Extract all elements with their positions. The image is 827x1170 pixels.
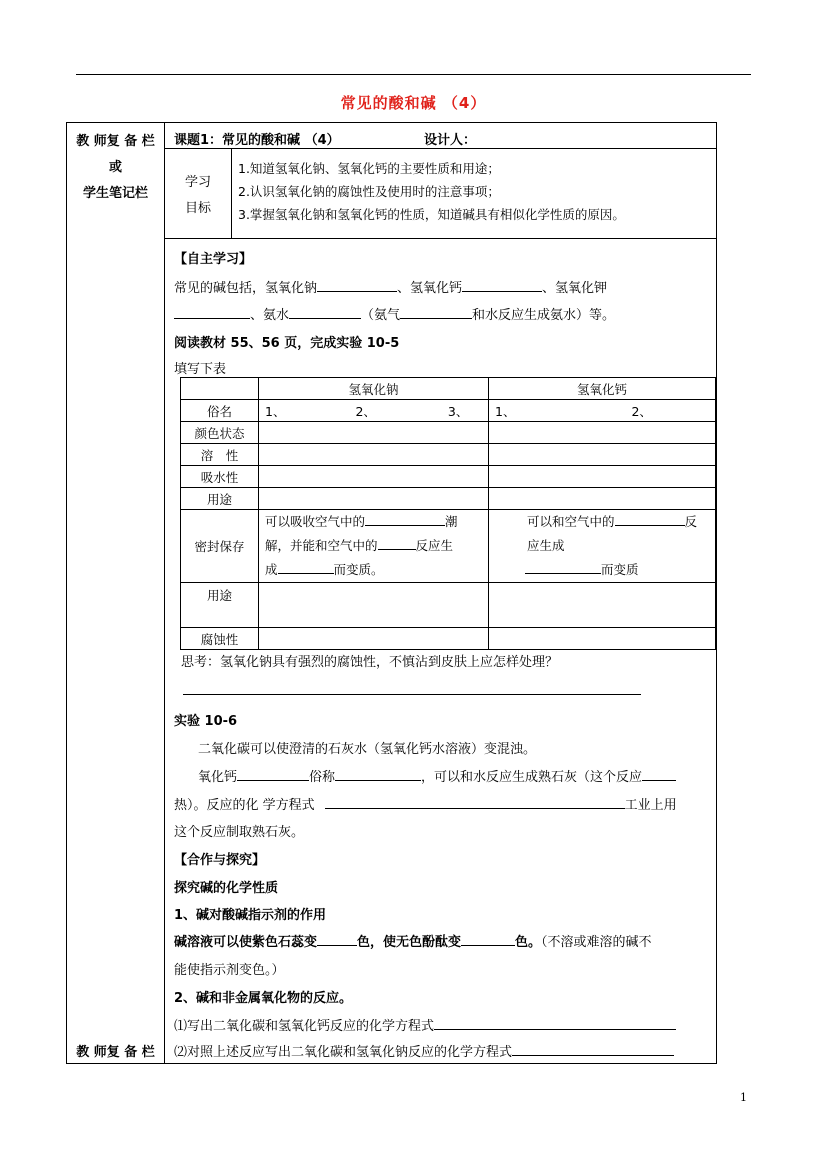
row-label: 用途 — [181, 583, 259, 628]
experiment-line-3: 热）。反应的化 学方程式 工业上用 — [174, 798, 677, 813]
table-cell — [259, 583, 489, 628]
blank — [462, 279, 542, 292]
experiment-heading: 实验 10-6 — [174, 714, 238, 729]
blank — [317, 933, 357, 946]
question-2: ⑵对照上述反应写出二氧化碳和氢氧化钠反应的化学方程式 — [174, 1041, 674, 1060]
table-cell: 1、 2、 — [489, 400, 716, 422]
table-cell — [259, 488, 489, 510]
table-cell: 1、 2、 3、 — [259, 400, 489, 422]
table-cell: 可以吸收空气中的 潮 解，并能和空气中的 反应生 成 而变质。 — [259, 510, 489, 583]
lesson-content — [165, 123, 716, 1063]
notes-column-footer: 教 师复 备 栏 — [76, 1045, 155, 1060]
blank — [434, 1017, 676, 1030]
experiment-line-2: 氧化钙 俗称 ，可以和水反应生成熟石灰（这个反应 — [198, 766, 676, 785]
table-row — [181, 628, 716, 650]
table-row — [181, 422, 716, 444]
goals-list — [238, 157, 716, 226]
section-2-heading: 2、碱和非金属氧化物的反应。 — [174, 991, 353, 1006]
blank — [461, 933, 515, 946]
table-row — [181, 466, 716, 488]
topic-row — [165, 123, 716, 149]
table-row — [181, 488, 716, 510]
table-header-cell: 氢氧化钠 — [259, 378, 489, 400]
topic-label: 课题1：常见的酸和碱 （4） — [174, 133, 340, 148]
properties-table — [180, 377, 716, 650]
self-study-line-1: 常见的碱包括，氢氧化钠 、氢氧化钙 、氢氧化钾 — [174, 281, 608, 296]
table-row — [181, 583, 716, 628]
table-cell — [259, 422, 489, 444]
section-1-line-2: 能使指示剂变色。） — [174, 963, 285, 978]
table-header-cell: 氢氧化钙 — [489, 378, 716, 400]
row-label: 用途 — [181, 488, 259, 510]
blank — [278, 561, 334, 574]
blank — [642, 768, 676, 781]
blank — [335, 768, 421, 781]
table-row — [181, 400, 716, 422]
designer-label: 设计人： — [424, 133, 477, 148]
page-number: 1 — [740, 1091, 747, 1104]
row-label: 腐蚀性 — [181, 628, 259, 650]
question-1: ⑴写出二氧化碳和氢氧化钙反应的化学方程式 — [174, 1015, 676, 1034]
self-study-heading: 【自主学习】 — [174, 252, 253, 267]
coop-subheading: 探究碱的化学性质 — [174, 881, 279, 896]
think-question: 思考：氢氧化钠具有强烈的腐蚀性，不慎沾到皮肤上应怎样处理？ — [181, 655, 559, 670]
blank — [317, 279, 397, 292]
table-cell — [489, 466, 716, 488]
row-label: 吸水性 — [181, 466, 259, 488]
blank — [615, 513, 685, 526]
row-label: 溶 性 — [181, 444, 259, 466]
section-1-heading: 1、碱对酸碱指示剂的作用 — [174, 908, 327, 923]
table-header-cell — [181, 378, 259, 400]
lesson-table — [66, 122, 717, 1064]
section-1-line-1: 碱溶液可以使紫色石蕊变 色，使无色酚酞变 色。（不溶或难溶的碱不 — [174, 935, 652, 950]
answer-line — [183, 694, 641, 695]
blank — [325, 796, 625, 809]
blank — [237, 768, 309, 781]
reading-instruction: 阅读教材 55、56 页，完成实验 10-5 — [174, 336, 400, 351]
blank — [525, 561, 601, 574]
notes-column-header: 教 师复 备 栏 或 学生笔记栏 — [76, 134, 155, 201]
blank — [400, 306, 472, 319]
coop-heading: 【合作与探究】 — [174, 853, 266, 868]
blank — [378, 537, 416, 550]
table-cell — [489, 488, 716, 510]
blank — [289, 306, 361, 319]
row-label: 密封保存 — [181, 510, 259, 583]
row-label: 颜色状态 — [181, 422, 259, 444]
experiment-line-4: 这个反应制取熟石灰。 — [174, 825, 305, 840]
table-cell: 可以和空气中的 反 应生成 而变质 — [489, 510, 716, 583]
goal-item: 2.认识氢氧化钠的腐蚀性及使用时的注意事项； — [238, 184, 500, 199]
table-cell — [489, 628, 716, 650]
table-cell — [259, 628, 489, 650]
notes-column — [67, 123, 165, 1063]
table-header-row — [181, 378, 716, 400]
table-cell — [259, 444, 489, 466]
blank — [365, 513, 445, 526]
learning-goals — [165, 149, 716, 239]
self-study-line-2: 、氨水 （氨气 和水反应生成氨水）等。 — [174, 304, 615, 323]
fill-table-instruction: 填写下表 — [174, 362, 227, 377]
table-cell — [489, 422, 716, 444]
table-cell — [489, 583, 716, 628]
header-rule — [76, 74, 751, 75]
blank — [174, 306, 250, 319]
table-cell — [259, 466, 489, 488]
blank — [512, 1043, 674, 1056]
goal-item: 3.掌握氢氧化钠和氢氧化钙的性质，知道碱具有相似化学性质的原因。 — [238, 207, 625, 222]
table-row — [181, 444, 716, 466]
goals-label: 学习 目标 — [165, 149, 232, 238]
page-title: 常见的酸和碱 （4） — [340, 94, 487, 112]
goal-item: 1.知道氢氧化钠、氢氧化钙的主要性质和用途； — [238, 161, 500, 176]
table-row — [181, 510, 716, 583]
row-label: 俗名 — [181, 400, 259, 422]
experiment-line-1: 二氧化碳可以使澄清的石灰水（氢氧化钙水溶液）变混浊。 — [198, 742, 537, 757]
table-cell — [489, 444, 716, 466]
